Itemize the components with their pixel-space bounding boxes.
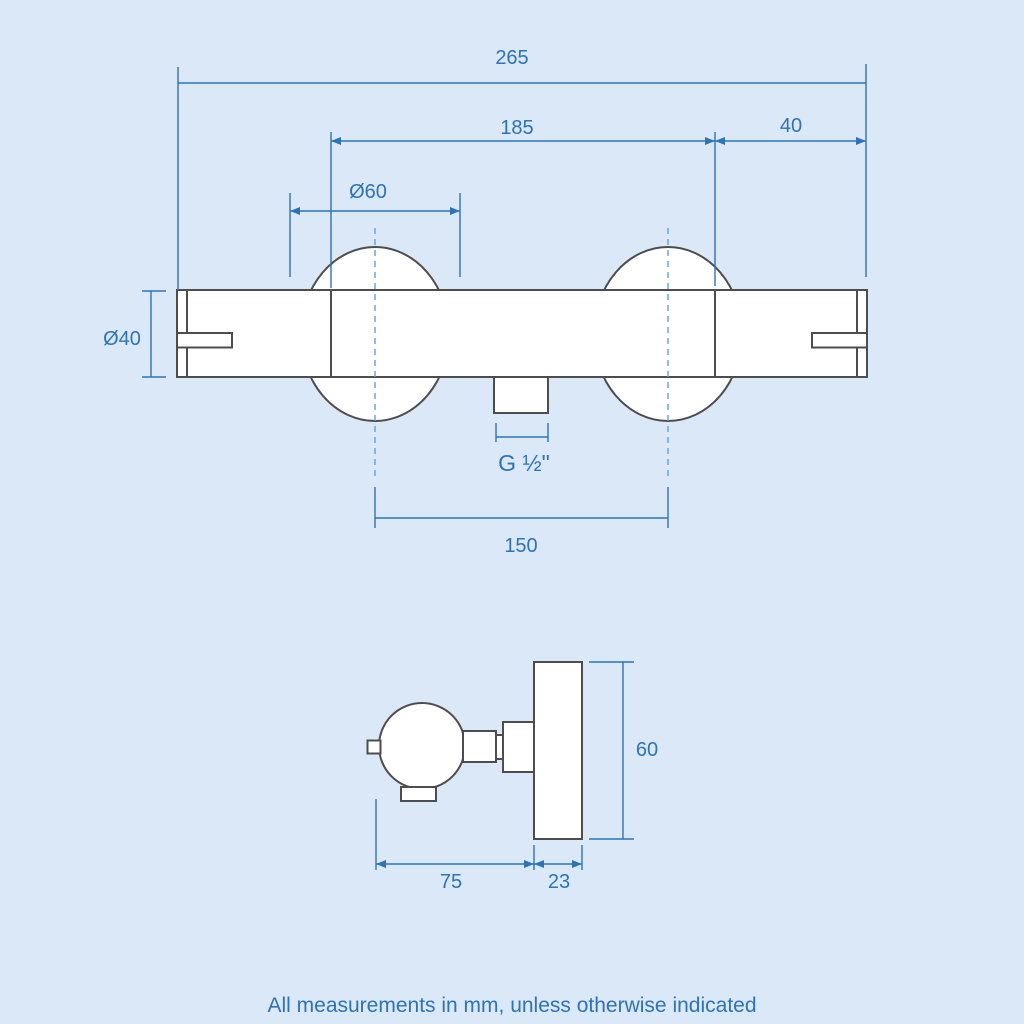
dim-plate-height [589, 662, 658, 839]
dim-trim-diameter-label: Ø60 [349, 181, 387, 203]
dim-bar-diameter-label: Ø40 [103, 328, 141, 350]
dim-right-offset [715, 115, 866, 141]
bottom-outlet [494, 377, 548, 413]
dim-outlet-thread-label: G ½" [498, 450, 550, 476]
dim-projection [376, 799, 534, 893]
dim-inlet-centres-label: 150 [504, 535, 538, 557]
body-hub [503, 722, 534, 772]
side-view [368, 662, 659, 893]
dim-overall-width-label: 265 [495, 47, 529, 69]
dim-plate-depth-label: 23 [547, 871, 571, 893]
dim-plate-height-label: 60 [635, 739, 659, 761]
knob-front-button [368, 741, 381, 754]
dim-body-width-label: 185 [500, 117, 534, 139]
dim-projection-label: 75 [439, 871, 463, 893]
dim-overall-width [178, 47, 866, 290]
bar-body [177, 290, 867, 377]
front-view [103, 47, 867, 557]
dim-bar-diameter [103, 291, 166, 377]
control-knob [379, 703, 465, 789]
footer-note: All measurements in mm, unless otherwise indicated [267, 994, 757, 1017]
left-wall-bracket [177, 333, 232, 348]
dim-inlet-centres [375, 487, 668, 557]
right-wall-bracket [812, 333, 867, 348]
dim-right-offset-label: 40 [779, 115, 803, 137]
knob-lower-tab [401, 787, 436, 801]
knob-stem [463, 731, 496, 762]
dim-outlet-thread [496, 423, 550, 476]
wall-plate [534, 662, 582, 839]
dim-plate-depth [534, 845, 582, 893]
